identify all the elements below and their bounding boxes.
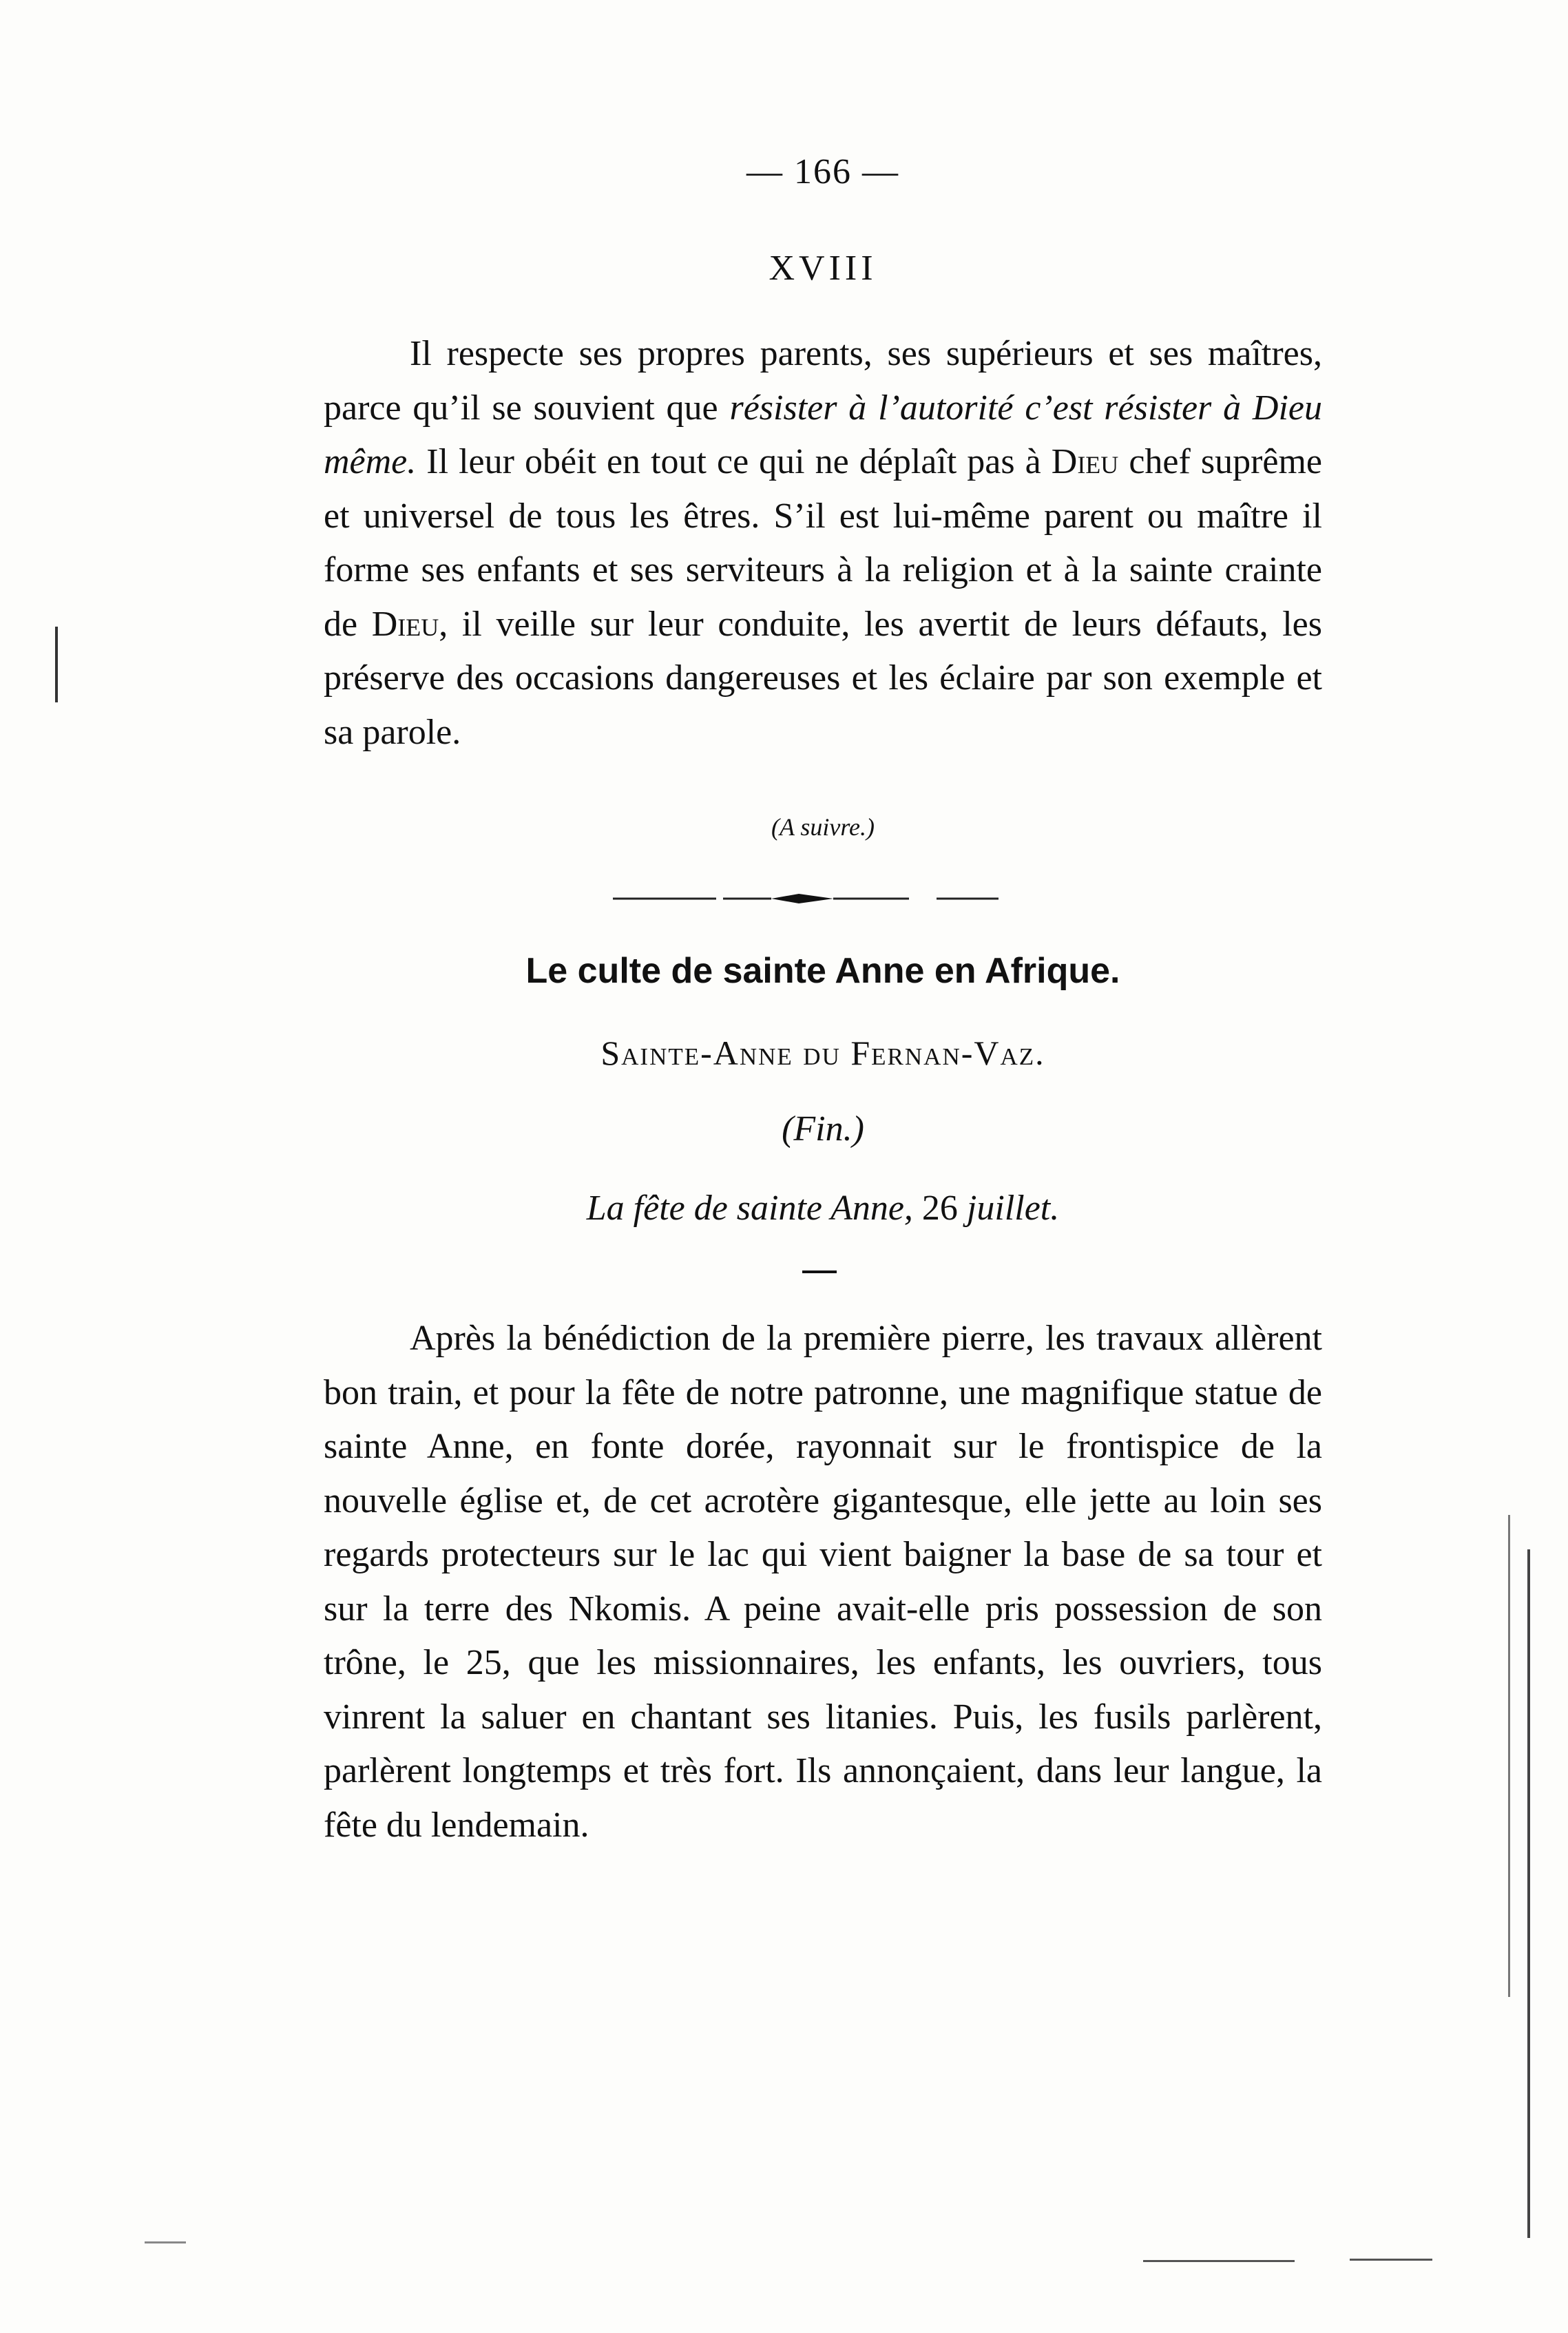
dieu-word: Dieu: [371, 604, 439, 644]
paragraph-1-italic-quote: résister à l’autorité c’est résister à Dieu même.: [324, 388, 1322, 481]
section-numeral: XVIII: [769, 249, 877, 288]
feast-day: 26: [912, 1189, 967, 1228]
scan-margin-mark: [55, 627, 58, 702]
continuation-note: (A suivre.): [771, 813, 875, 841]
section-dash: [802, 1270, 837, 1273]
paragraph-2-text: Après la bénédiction de la première pierre, les travaux allèrent bon train, et pour la fête de notre patronne, une magnifique statue de sainte Anne, en fonte dorée, rayonnait sur le frontispice de la nouvelle église et, de cet acrotère gigantesque, elle jette au loin ses regards protecteurs sur le lac qui vient baigner la base de sa tour et sur la terre des Nkomis. A peine avait-elle pris possession de son trône, le 25, que les missionnaires, les enfants, les ouvriers, tous vinrent la saluer en chantant ses litanies. Puis, les fusils parlèrent, parlèrent longtemps et très fort. Ils annonçaient, dans leur langue, la fête du lendemain.: [324, 1319, 1322, 1845]
scan-bottom-mark: [145, 2241, 186, 2243]
dieu-word: Dieu: [1051, 442, 1119, 481]
scan-bottom-mark: [1350, 2259, 1432, 2261]
feast-heading: [324, 1188, 1322, 1228]
scan-edge-shadow: [1527, 1549, 1530, 2238]
feast-month: juillet.: [966, 1189, 1060, 1228]
article-subtitle: Sainte-Anne du Fernan-Vaz.: [600, 1034, 1045, 1072]
feast-name: La fête de sainte Anne,: [586, 1189, 913, 1228]
article-title: Le culte de sainte Anne en Afrique.: [525, 951, 1120, 991]
paragraph-respect: [324, 327, 1322, 760]
ornament-divider-icon: [613, 888, 999, 909]
paragraph-1-part-c: chef suprême et universel de tous les êtres. S’il est lui-même parent ou maître il forme ses enfants et ses serviteurs à la religion et à la sainte crainte de: [324, 442, 1322, 644]
article-fin-note: (Fin.): [782, 1109, 864, 1149]
paragraph-statue: [324, 1312, 1322, 1852]
paragraph-1-part-b: Il leur obéit en tout ce qui ne déplaît pas à: [416, 442, 1052, 481]
paragraph-1-part-a: Il respecte ses propres parents, ses supérieurs et ses maîtres, parce qu’il se souvient que: [324, 334, 1322, 428]
scan-bottom-mark: [1143, 2260, 1295, 2262]
scan-edge-shadow: [1508, 1515, 1510, 1997]
paragraph-1-part-d: , il veille sur leur conduite, les avertit de leurs défauts, les préserve des occasions dangereuses et les éclaire par son exemple et sa parole.: [324, 604, 1322, 752]
page-number: — 166 —: [746, 152, 899, 191]
